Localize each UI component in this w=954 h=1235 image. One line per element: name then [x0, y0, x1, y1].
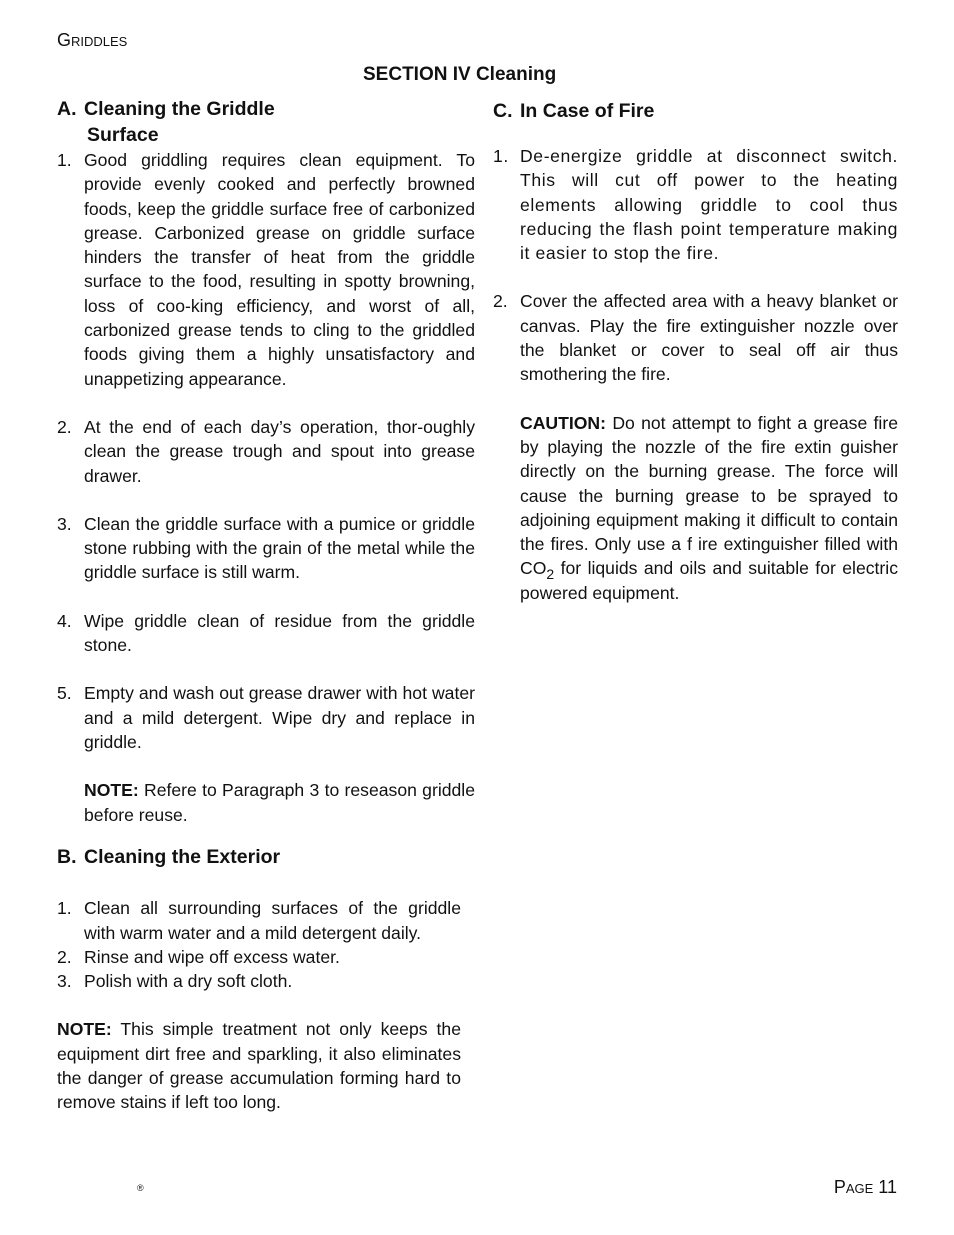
item-number: 1.: [57, 898, 72, 919]
item-text: Clean the griddle surface with a pumice or griddle stone rubbing with the grain of the metal while the griddle surface is still warm.: [84, 513, 475, 583]
item-text: At the end of each day’s operation, thor-oughly clean the grease trough and spout into grease drawer.: [84, 416, 475, 486]
heading-c-title: In Case of Fire: [520, 100, 655, 122]
item-number: 1.: [493, 146, 509, 166]
note-surface: [84, 778, 475, 828]
item-number: 2.: [493, 291, 508, 312]
heading-a-letter: A.: [57, 98, 77, 120]
caution-text-1: Do not attempt to fight a grease fire by playing the nozzle of the fire extin guisher directly on the burning grease. The force will cause the burning grease to be sprayed to adjoining equipment making it difficult to contain the fires. Only use a f ire extinguisher filled with CO: [520, 412, 898, 579]
item-text: De-energize griddle at disconnect switch. This will cut off power to the heating elements allowing griddle to cool thus reducing the flash point temperature making it easier to stop the fire.: [520, 146, 898, 264]
left-column: [57, 96, 475, 1115]
heading-b-letter: B.: [57, 846, 77, 869]
right-column: [493, 98, 898, 605]
list-item: [493, 144, 898, 265]
heading-a-title-line2: Surface: [87, 124, 159, 146]
heading-a-title-line1: Cleaning the Griddle: [84, 98, 275, 120]
list-item: [57, 969, 461, 993]
item-number: 4.: [57, 610, 72, 631]
list-item: [57, 681, 475, 754]
heading-b-title: Cleaning the Exterior: [84, 846, 281, 869]
item-number: 1.: [57, 150, 72, 170]
list-item: [493, 289, 898, 386]
item-text: Cover the affected area with a heavy blanket or canvas. Play the fire extinguisher nozzle over the blanket or cover to seal off air thus smothering the fire.: [520, 291, 898, 385]
item-text: Good griddling requires clean equipment. To provide evenly cooked and perfectly browned foods, keep the griddle surface free of carbonized grease. Carbonized grease on griddle surface hinders the transfer of heat from the griddle surface to the food, resulting in spotty browning, loss of coo-king efficiency, and worst of all, carbonized grease tends to cling to the griddled foods giving them a highly unsatisfactory and unappetizing appearance.: [84, 150, 475, 389]
item-number: 5.: [57, 683, 72, 704]
list-item: [57, 415, 475, 488]
note-label: NOTE:: [84, 780, 139, 801]
caution-block: [520, 411, 898, 605]
page-number: Page 11: [833, 1177, 897, 1197]
list-item: [57, 148, 475, 391]
section-title: SECTION IV Cleaning: [363, 64, 557, 85]
heading-b: [57, 844, 475, 870]
list-item: [57, 945, 461, 969]
co2-subscript: 2: [546, 566, 555, 583]
cleaning-exterior-list: [57, 896, 461, 993]
note-text: This simple treatment not only keeps the equipment dirt free and sparkling, it also eliminates the danger of grease accumulation forming hard to remove stains if left too long.: [57, 1019, 461, 1113]
item-text: Clean all surrounding surfaces of the griddle with warm water and a mild detergent daily.: [84, 898, 461, 943]
list-item: [57, 512, 475, 585]
item-text: Polish with a dry soft cloth.: [84, 971, 293, 992]
caution-label: CAUTION:: [520, 412, 607, 433]
item-number: 3.: [57, 513, 72, 534]
list-item: [57, 896, 461, 945]
caution-text-2: for liquids and oils and suitable for electric powered equipment.: [520, 558, 898, 603]
item-number: 2.: [57, 946, 72, 967]
item-number: 2.: [57, 416, 72, 437]
note-exterior: [57, 1017, 461, 1114]
item-text: Rinse and wipe off excess water.: [84, 946, 340, 967]
heading-a: [57, 96, 475, 148]
item-number: 3.: [57, 971, 72, 992]
heading-c: [493, 98, 898, 124]
registered-mark: ®: [137, 1183, 144, 1193]
running-header: Griddles: [57, 30, 128, 50]
item-text: Empty and wash out grease drawer with hot water and a mild detergent. Wipe dry and replace in griddle.: [84, 683, 475, 752]
note-text: Refere to Paragraph 3 to reseason griddle before reuse.: [84, 780, 475, 826]
item-text: Wipe griddle clean of residue from the griddle stone.: [84, 610, 475, 656]
cleaning-surface-list: [57, 148, 475, 754]
note-label: NOTE:: [57, 1019, 112, 1040]
list-item: [57, 609, 475, 658]
heading-c-letter: C.: [493, 100, 513, 122]
fire-list: [493, 144, 898, 387]
